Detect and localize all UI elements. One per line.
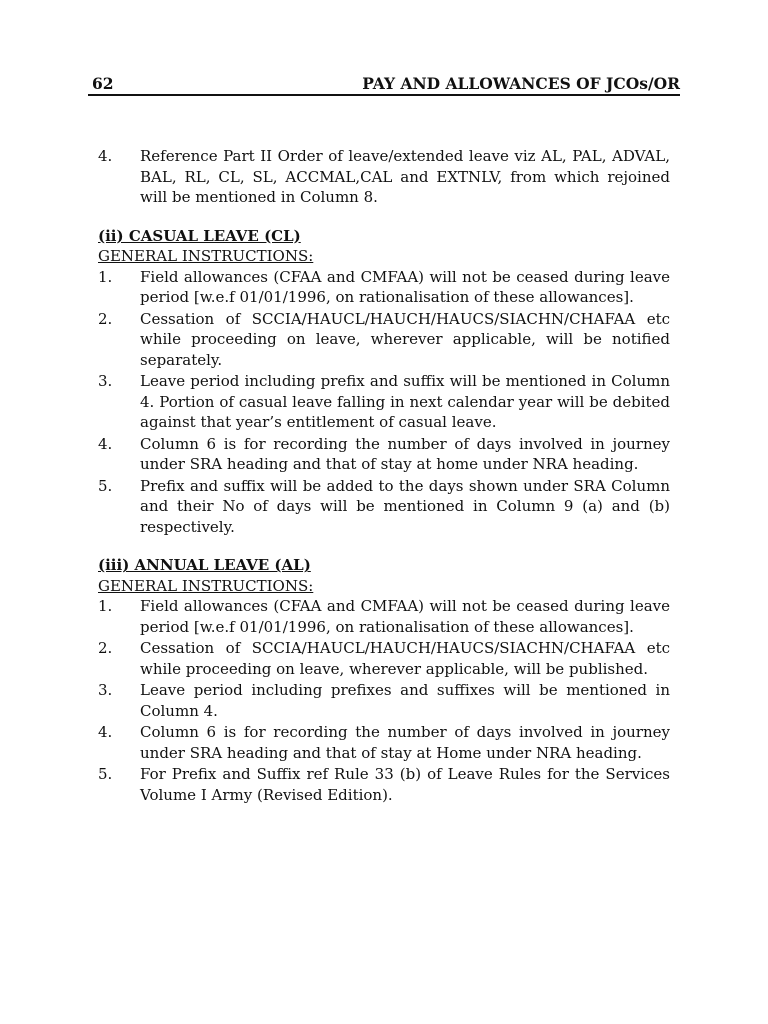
list-item-text: Cessation of SCCIA/HAUCL/HAUCH/HAUCS/SIACHN/CHAFAA etc while proceeding on leave, wherever applicable, will be notified separately. <box>140 309 670 369</box>
list-item <box>98 596 670 637</box>
section-spacer <box>98 208 670 226</box>
list-item-text: Field allowances (CFAA and CMFAA) will not be ceased during leave period [w.e.f 01/01/1996, on rationalisation of these allowances]. <box>140 597 670 636</box>
list-item-text: Cessation of SCCIA/HAUCL/HAUCH/HAUCS/SIACHN/CHAFAA etc while proceeding on leave, wherever applicable, will be published. <box>140 639 670 678</box>
intro-list-item <box>98 146 670 208</box>
general-instructions-heading: GENERAL INSTRUCTIONS: <box>98 247 314 265</box>
list-item <box>98 722 670 763</box>
list-item-text: Column 6 is for recording the number of days involved in journey under SRA heading and that of stay at Home under NRA heading. <box>140 723 670 762</box>
page-number: 62 <box>92 74 114 93</box>
header-rule <box>88 94 680 96</box>
section-heading: (iii) ANNUAL LEAVE (AL) <box>98 556 311 574</box>
list-item <box>98 476 670 538</box>
casual-leave-section <box>98 226 670 538</box>
list-item-text: Column 6 is for recording the number of days involved in journey under SRA heading and that of stay at home under NRA heading. <box>140 434 670 473</box>
list-item-number: 4. <box>98 434 113 453</box>
section-spacer <box>98 537 670 555</box>
list-item-number: 5. <box>98 765 113 783</box>
list-item-text: Leave period including prefixes and suffixes will be mentioned in Column 4. <box>140 681 670 720</box>
general-instructions-heading: GENERAL INSTRUCTIONS: <box>98 576 314 595</box>
list-item-text: Reference Part II Order of leave/extended leave viz AL, PAL, ADVAL, BAL, RL, CL, SL, ACCMAL,CAL and EXTNLV, from which rejoined will be mentioned in Column 8. <box>140 147 670 206</box>
list-item-text: For Prefix and Suffix ref Rule 33 (b) of Leave Rules for the Services Volume I Army (Revised Edition). <box>140 765 670 804</box>
page-header <box>92 72 680 94</box>
running-title: PAY AND ALLOWANCES OF JCOs/OR <box>362 74 680 93</box>
list-item-number: 3. <box>98 681 113 699</box>
annual-leave-section <box>98 555 670 805</box>
list-item <box>98 638 670 679</box>
list-item-number: 2. <box>98 309 113 328</box>
list-item-number: 1. <box>98 267 113 286</box>
list-item-number: 4. <box>98 723 113 741</box>
list-item-number: 2. <box>98 639 113 657</box>
list-item-number: 4. <box>98 147 113 165</box>
list-item <box>98 764 670 805</box>
list-item <box>98 434 670 475</box>
list-item-number: 5. <box>98 476 113 495</box>
list-item <box>98 267 670 308</box>
list-item-number: 3. <box>98 372 113 390</box>
section-heading: (ii) CASUAL LEAVE (CL) <box>98 226 301 245</box>
list-item-text: Field allowances (CFAA and CMFAA) will not be ceased during leave period [w.e.f 01/01/1996, on rationalisation of these allowances]. <box>140 267 670 306</box>
list-item-text: Prefix and suffix will be added to the days shown under SRA Column and their No of days will be mentioned in Column 9 (a) and (b) respectively. <box>140 476 670 536</box>
list-item <box>98 309 670 371</box>
list-item <box>98 371 670 433</box>
list-item <box>98 680 670 721</box>
page-body <box>98 146 670 805</box>
list-item-number: 1. <box>98 597 113 615</box>
list-item-text: Leave period including prefix and suffix will be mentioned in Column 4. Portion of casual leave falling in next calendar year will be debited against that year’s entitlement of casual leave. <box>140 372 670 431</box>
